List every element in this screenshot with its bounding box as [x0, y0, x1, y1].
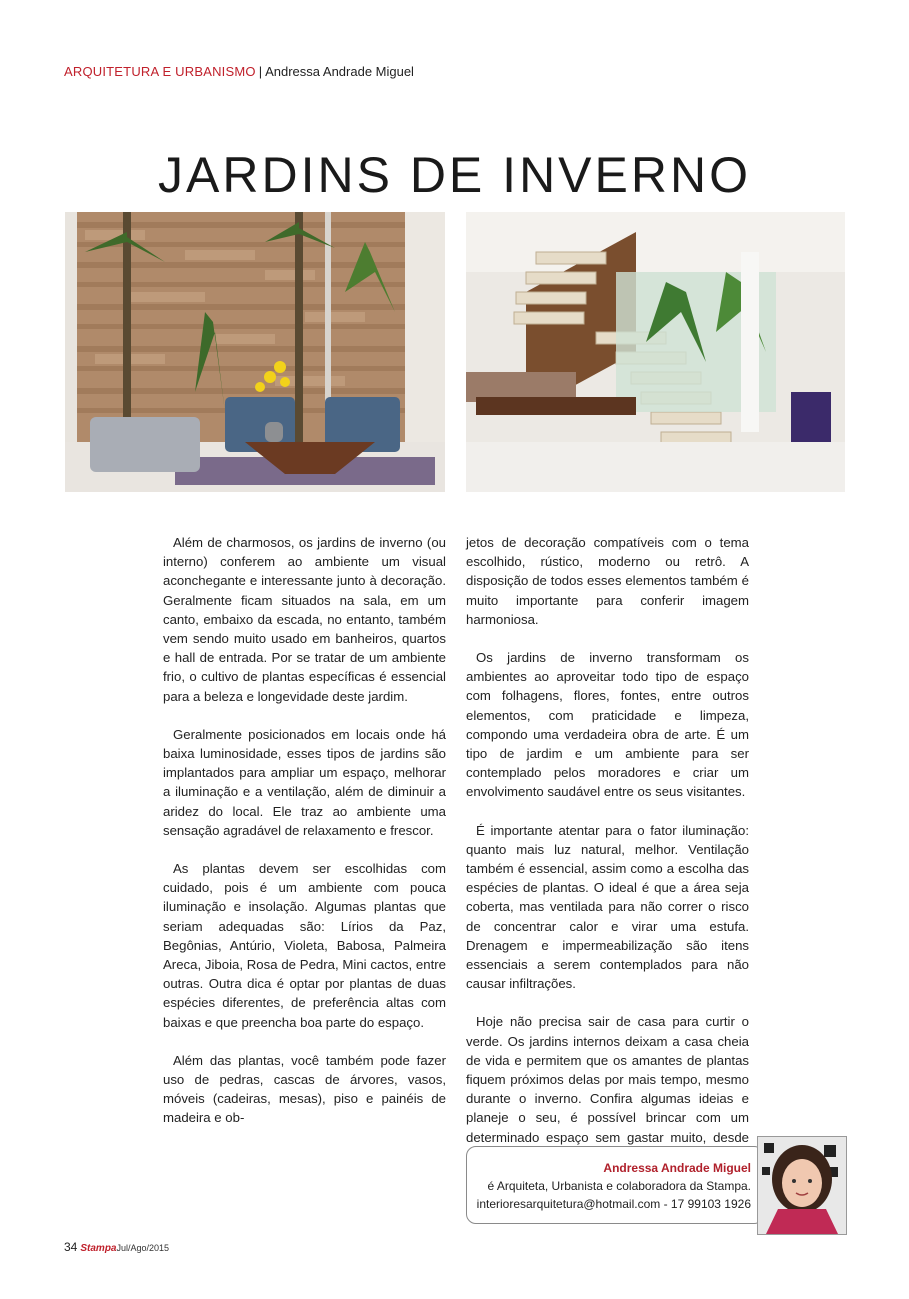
section-label: ARQUITETURA E URBANISMO: [64, 64, 256, 79]
paragraph-intro: Além de charmosos, os jardins de inverno (ou interno) conferem ao ambiente um visual aconchegante e interessante junto à decoração. Geralmente ficam situados na sala, em um canto, embaixo da escada, no entanto, também vem sendo muito usado em banheiros, quartos e hall de entrada. Por se tratar de um ambiente frio, o cultivo de plantas específicas é essencial para a beleza e longevidade deste jardim.: [163, 535, 446, 704]
paragraph-conclusion: Hoje não precisa sair de casa para curtir o verde. Os jardins internos deixam a casa cheia de vida e permitem que os amantes de plantas fiquem próximos delas por mais tempo, mesmo durante o inverno. Confira algumas ideias e planeje o seu, é possível brincar com um determinado espaço sem gastar muito, desde: [466, 1014, 749, 1145]
article-header: [64, 64, 414, 79]
author-bio-role: é Arquiteta, Urbanista e colaboradora da Stampa.: [487, 1179, 751, 1193]
header-separator: |: [258, 64, 263, 79]
magazine-brand: Stampa: [80, 1243, 117, 1254]
header-author: Andressa Andrade Miguel: [265, 64, 414, 79]
paragraph-transform: Os jardins de inverno transformam os ambientes ao aproveitar todo tipo de espaço com folhagens, flores, fontes, entre outros elementos, com praticidade e limpeza, compondo uma verdadeira obra de arte. É um tipo de jardim e um ambiente para ser contemplado pelos moradores e criar um envolvimento saudável entre os seus visitantes.: [466, 650, 749, 800]
living-room-winter-garden-photo: [65, 212, 445, 492]
paragraph-decoration: Além das plantas, você também pode fazer uso de pedras, cascas de árvores, vasos, móveis (cadeiras, mesas), piso e painéis de madeira e ob-: [163, 1052, 446, 1126]
paragraph-plants: As plantas devem ser escolhidas com cuidado, pois é um ambiente com pouca iluminação e insolação. Algumas plantas que seriam adequadas são: Lírios da Paz, Begônias, Antúrio, Violeta, Babosa, Palmeira Areca, Jiboia, Rosa de Pedra, Mini cactos, entre outras. Outra dica é optar por plantas de duas espécies diferentes, de preferência altas com baixas e que preencha boa parte do espaço.: [163, 861, 446, 1030]
author-bio-name: Andressa Andrade Miguel: [603, 1161, 751, 1175]
article-right-column: [466, 533, 749, 1204]
paragraph-decoration-continued: jetos de decoração compatíveis com o tema escolhido, rústico, moderno ou retrô. A disposição de todos esses elementos também é muito importante para conferir imagem harmoniosa.: [466, 535, 749, 627]
article-left-column: [163, 533, 446, 1147]
staircase-winter-garden-photo: [466, 212, 845, 492]
issue-date: Jul/Ago/2015: [116, 1243, 170, 1253]
page-footer: [64, 1240, 169, 1254]
author-portrait: [757, 1136, 847, 1235]
author-bio-box: [466, 1146, 764, 1224]
paragraph-positioning: Geralmente posicionados em locais onde há baixa luminosidade, esses tipos de jardins são implantados para ampliar um espaço, melhorar a iluminação e a ventilação, além de diminuir a aridez do local. Ele traz ao ambiente uma sensação agradável de relaxamento e frescor.: [163, 726, 446, 838]
paragraph-lighting: É importante atentar para o fator iluminação: quanto mais luz natural, melhor. Ventilação também é essencial, assim como a escolha das espécies de plantas. O ideal é que a área seja coberta, mas ventilada para não correr o risco de concentrar calor e virar uma estufa. Drenagem e impermeabilização são itens essenciais a serem contemplados para não causar infiltrações.: [466, 822, 749, 992]
author-bio-contact: interioresarquitetura@hotmail.com - 17 99103 1926: [476, 1197, 751, 1211]
author-bio-text: [477, 1159, 751, 1213]
page-number: 34: [64, 1240, 78, 1254]
article-title: JARDINS DE INVERNO: [158, 146, 751, 203]
